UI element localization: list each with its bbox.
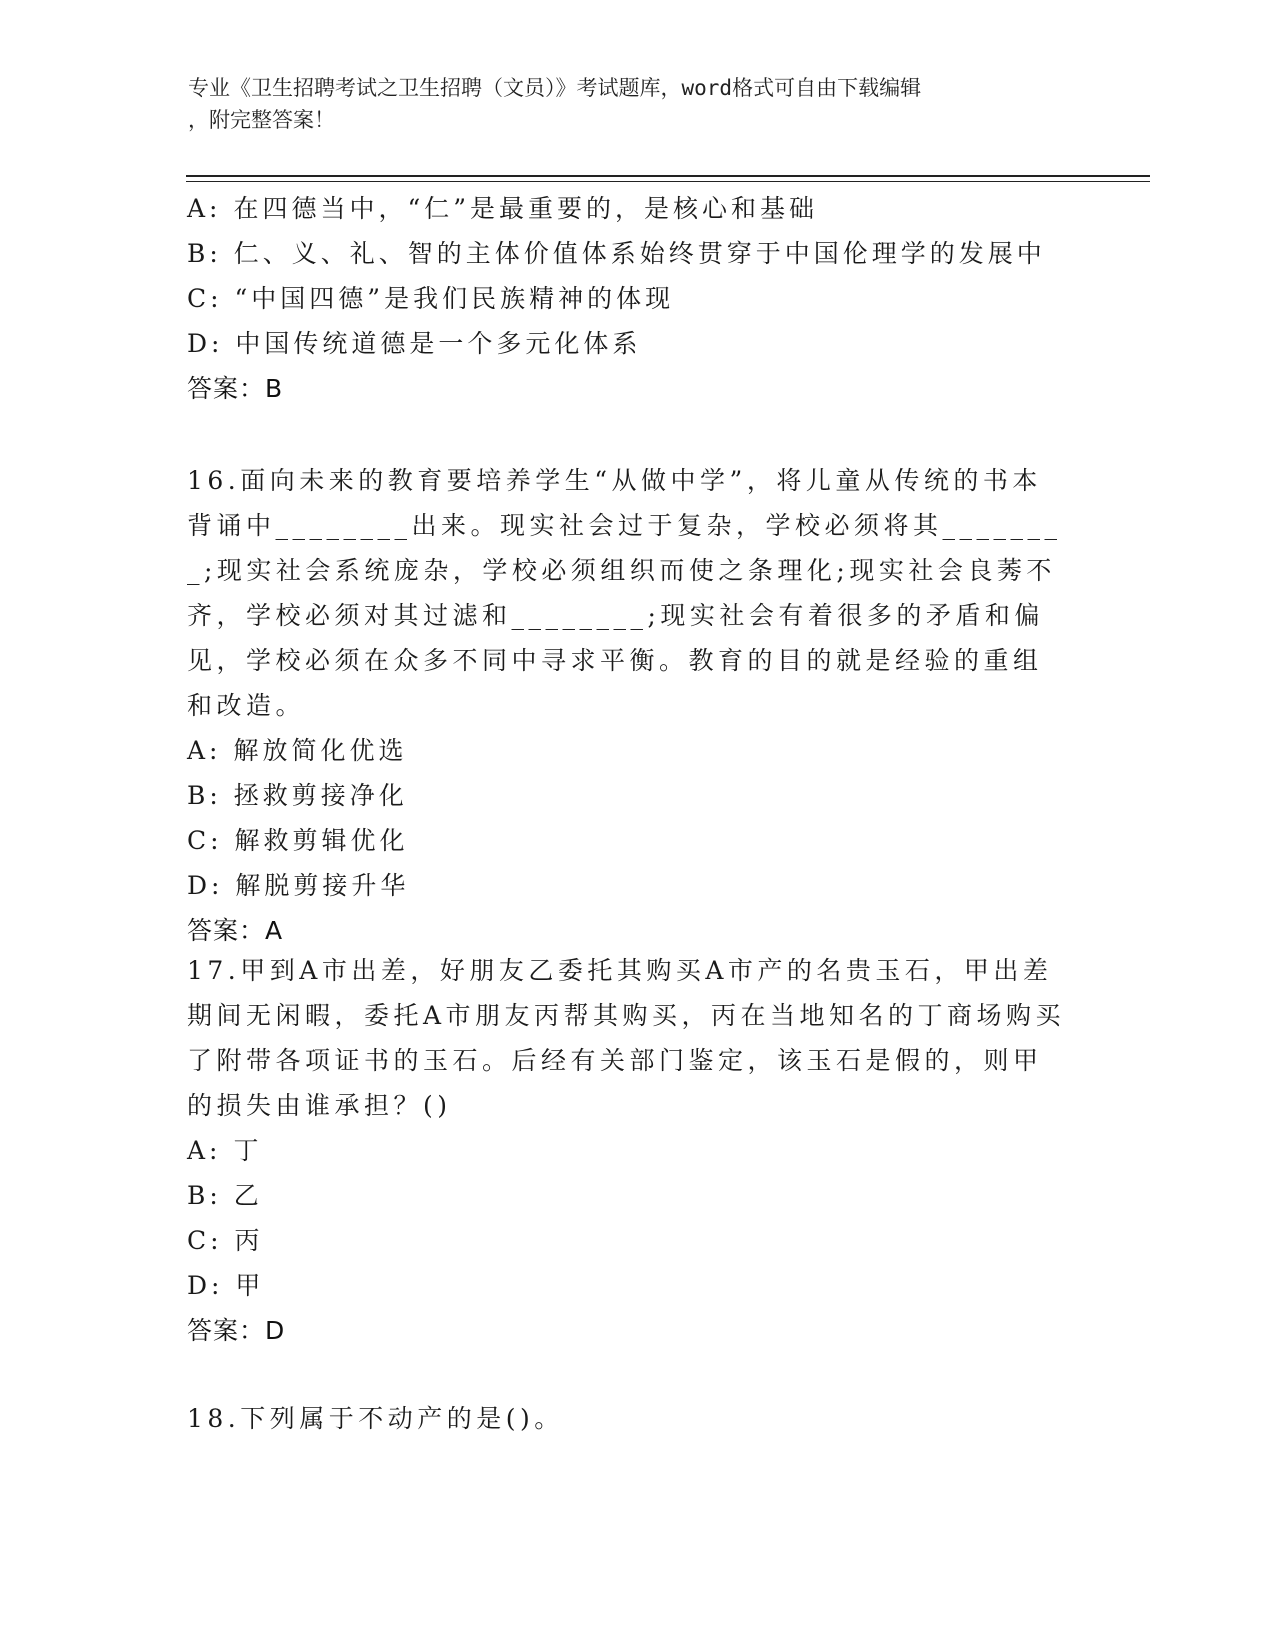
- question-text: 17.甲到A市出差，好朋友乙委托其购买A市产的名贵玉石，甲出差期间无闲暇，委托A市朋友丙帮其购买，丙在当地知名的丁商场购买了附带各项证书的玉石。后经有关部门鉴定，该玉石是假的，则甲的损失由谁承担？(): [187, 956, 1066, 1120]
- answer: 答案：A: [187, 916, 284, 945]
- option-d: D: 解脱剪接升华: [187, 871, 410, 900]
- option-d: D: 中国传统道德是一个多元化体系: [187, 329, 642, 358]
- option-a: A: 丁: [187, 1136, 263, 1165]
- option-b: B: 拯救剪接净化: [187, 781, 408, 810]
- question-18: [187, 1396, 1067, 1441]
- option-c: C: 丙: [187, 1226, 264, 1255]
- header-divider: [186, 175, 1150, 177]
- header-divider-thin: [186, 181, 1150, 182]
- option-b: B: 乙: [187, 1181, 263, 1210]
- answer: 答案：D: [187, 1316, 286, 1345]
- option-b: B: 仁、义、礼、智的主体价值体系始终贯穿于中国伦理学的发展中: [187, 239, 1046, 268]
- option-a: A: 在四德当中，“仁”是最重要的，是核心和基础: [187, 194, 819, 223]
- answer: 答案：B: [187, 374, 284, 403]
- option-a: A: 解放简化优选: [187, 736, 408, 765]
- question-text: 18.下列属于不动产的是()。: [187, 1404, 564, 1433]
- question-16: [187, 458, 1067, 953]
- option-d: D: 甲: [187, 1271, 265, 1300]
- option-c: C: “中国四德”是我们民族精神的体现: [187, 284, 675, 313]
- option-c: C: 解救剪辑优化: [187, 826, 409, 855]
- document-header: 专业《卫生招聘考试之卫生招聘（文员）》考试题库，word格式可自由下载编辑 ，附完整答案！: [188, 76, 922, 132]
- question-17: [187, 948, 1067, 1353]
- question-15-options: [187, 186, 1067, 411]
- question-text: 16.面向未来的教育要培养学生“从做中学”，将儿童从传统的书本背诵中________出来。现实社会过于复杂，学校必须将其________;现实社会系统庞杂，学校必须组织而使之条理化;现实社会良莠不齐，学校必须对其过滤和________;现实社会有着很多的矛盾和偏见，学校必须在众多不同中寻求平衡。教育的目的就是经验的重组和改造。: [187, 466, 1062, 720]
